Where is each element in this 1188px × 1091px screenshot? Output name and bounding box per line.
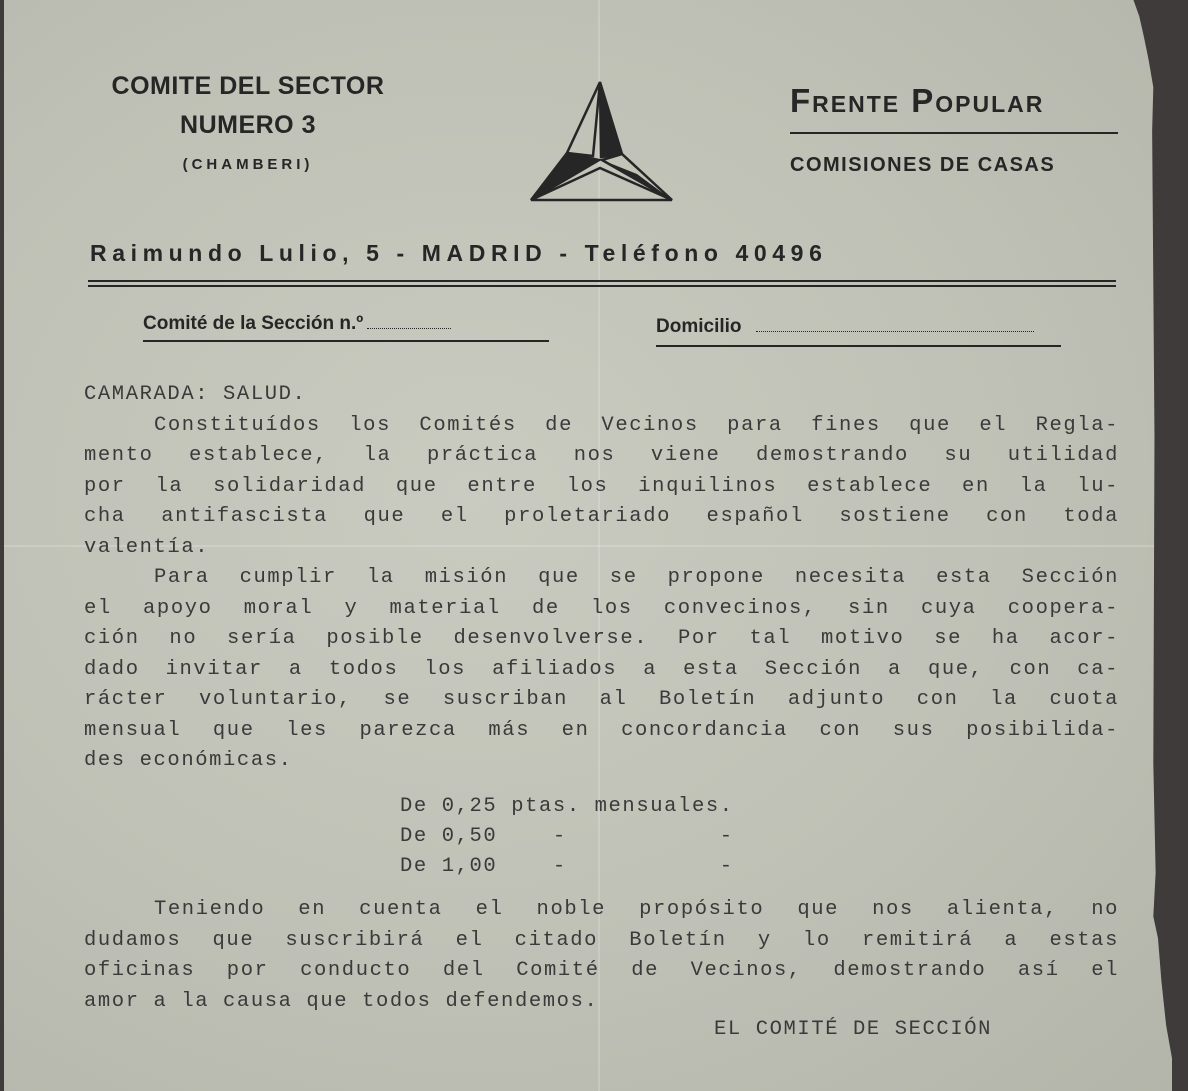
text-line: mensual que les parezca más en concordancia con sus posibilida- (84, 718, 1119, 742)
section-number-blank[interactable] (367, 314, 451, 329)
signature: EL COMITÉ DE SECCIÓN (714, 1018, 993, 1041)
text-line: Constituídos los Comités de Vecinos para fines que el Regla- (154, 413, 1119, 437)
field-underline (143, 340, 549, 342)
text-line: mento establece, la práctica nos viene demostrando su utilidad (84, 444, 1119, 467)
text-line: dado invitar a todos los afiliados a esta Sección a que, con ca- (84, 657, 1119, 681)
committee-district: (CHAMBERI) (182, 156, 314, 173)
greeting: CAMARADA: SALUD. (84, 383, 307, 406)
domicile-label: Domicilio (656, 316, 742, 337)
front-header (790, 80, 1120, 177)
quota-option: De 0,25 ptas. mensuales. (400, 795, 734, 818)
text-line: Para cumplir la misión que se propone necesita esta Sección (154, 566, 1119, 589)
text-line: des económicas. (84, 749, 293, 772)
text-line: por la solidaridad que entre los inquilinos establece en la lu- (84, 474, 1119, 498)
section-number-field[interactable] (143, 313, 451, 335)
section-number-label: Comité de la Sección n.º (143, 313, 364, 334)
header-rule (88, 285, 1116, 287)
text-line: Teniendo en cuenta el noble propósito que nos alienta, no (154, 898, 1119, 921)
title-rule (790, 132, 1118, 134)
committee-line1: COMITE DEL SECTOR (111, 72, 385, 100)
text-line: valentía. (84, 535, 210, 559)
text-line: el apoyo moral y material de los convecinos, sin cuya coopera- (84, 596, 1119, 620)
text-line: oficinas por conducto del Comité de Vecinos, demostrando así el (84, 959, 1119, 982)
text-line: amor a la causa que todos defendemos. (84, 989, 599, 1013)
field-underline (656, 345, 1061, 347)
front-subtitle: COMISIONES DE CASAS (790, 154, 1056, 176)
committee-line2: NUMERO 3 (180, 111, 316, 139)
closing-paragraph (84, 895, 1119, 1017)
domicile-blank[interactable] (756, 317, 1034, 332)
quota-option: De 0,50 - - (400, 825, 734, 848)
triangle-emblem-icon (527, 78, 677, 206)
header-rule (88, 280, 1116, 282)
committee-header (58, 72, 438, 173)
quota-option: De 1,00 - - (400, 855, 734, 878)
text-line: rácter voluntario, se suscriban al Boletín adjunto con la cuota (84, 688, 1119, 711)
text-line: dudamos que suscribirá el citado Boletín y lo remitirá a estas (84, 928, 1119, 952)
text-line: cha antifascista que el proletariado español sostiene con toda (84, 505, 1119, 528)
text-line: ción no sería posible desenvolverse. Por tal motivo se ha acor- (84, 627, 1119, 650)
front-title: Frente Popular (790, 82, 1045, 119)
letter-body (84, 380, 1119, 777)
domicile-field[interactable] (656, 316, 1034, 338)
address-line: Raimundo Lulio, 5 - MADRID - Teléfono 40496 (90, 240, 828, 266)
